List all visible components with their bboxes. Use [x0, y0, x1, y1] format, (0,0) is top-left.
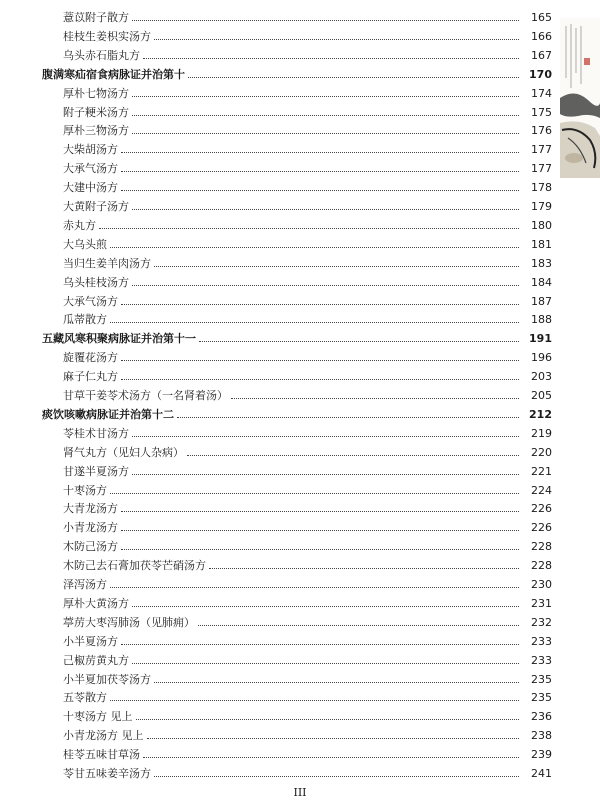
toc-entry[interactable]	[0, 553, 552, 572]
leader-dots	[154, 682, 519, 683]
toc-entry-title: 旋覆花汤方	[63, 351, 118, 365]
toc-entry-page: 219	[531, 426, 552, 440]
leader-dots	[143, 58, 519, 59]
leader-dots	[121, 190, 519, 191]
toc-entry-page: 174	[531, 86, 552, 100]
toc-entry-page: 188	[531, 313, 552, 327]
toc-entry-page: 187	[531, 294, 552, 308]
toc-entry[interactable]	[0, 5, 552, 24]
leader-dots	[110, 587, 519, 588]
toc-entry-page: 233	[531, 634, 552, 648]
toc-entry[interactable]	[0, 156, 552, 175]
leader-dots	[121, 549, 519, 550]
toc-entry[interactable]	[0, 478, 552, 497]
toc-entry-page: 239	[531, 748, 552, 762]
toc-entry-page: 176	[531, 124, 552, 138]
toc-entry[interactable]	[0, 761, 552, 780]
leader-dots	[132, 209, 519, 210]
toc-entry-title: 厚朴七物汤方	[63, 86, 129, 100]
toc-entry[interactable]	[0, 81, 552, 100]
leader-dots	[121, 511, 519, 512]
toc-entry-title: 小半夏汤方	[63, 634, 118, 648]
leader-dots	[121, 379, 519, 380]
leader-dots	[188, 77, 519, 78]
leader-dots	[121, 152, 519, 153]
toc-entry-page: 220	[531, 445, 552, 459]
toc-entry-title: 大建中汤方	[63, 181, 118, 195]
toc-entry-title: 麻子仁丸方	[63, 370, 118, 384]
ink-painting-illustration	[560, 18, 600, 178]
toc-entry[interactable]	[0, 307, 552, 326]
leader-dots	[132, 663, 519, 664]
leader-dots	[132, 436, 519, 437]
toc-entry[interactable]	[0, 667, 552, 686]
toc-entry[interactable]	[0, 534, 552, 553]
toc-entry-page: 228	[531, 540, 552, 554]
toc-entry-page: 170	[529, 67, 552, 81]
toc-entry-page: 167	[531, 48, 552, 62]
toc-entry-page: 179	[531, 200, 552, 213]
toc-entry[interactable]	[0, 175, 552, 194]
leader-dots	[121, 304, 519, 305]
toc-entry[interactable]	[0, 251, 552, 270]
toc-entry[interactable]	[0, 345, 552, 364]
toc-entry[interactable]	[0, 572, 552, 591]
toc-entry[interactable]	[0, 270, 552, 289]
toc-entry[interactable]	[0, 383, 552, 402]
toc-entry-page: 166	[531, 29, 552, 43]
leader-dots	[110, 247, 519, 248]
leader-dots	[121, 171, 519, 172]
toc-entry[interactable]	[0, 704, 552, 723]
toc-entry-page: 165	[531, 11, 552, 24]
toc-entry-page: 212	[529, 407, 552, 421]
toc-entry-title: 苓桂术甘汤方	[63, 426, 129, 440]
footer-page-number: III	[293, 786, 307, 799]
leader-dots	[177, 417, 519, 418]
toc-entry-title: 甘遂半夏汤方	[63, 464, 129, 478]
toc-entry-title: 乌头赤石脂丸方	[63, 48, 140, 62]
toc-entry-title: 厚朴三物汤方	[63, 124, 129, 138]
toc-entry-page: 241	[531, 767, 552, 780]
toc-entry[interactable]	[0, 742, 552, 761]
toc-entry[interactable]	[0, 118, 552, 137]
toc-entry-title: 五苓散方	[63, 691, 107, 705]
toc-entry[interactable]	[0, 364, 552, 383]
toc-entry-title: 厚朴大黄汤方	[63, 596, 129, 610]
toc-entry-title: 大青龙汤方	[63, 502, 118, 516]
toc-entry[interactable]	[0, 24, 552, 43]
leader-dots	[132, 285, 519, 286]
toc-entry-title: 大乌头煎	[63, 237, 107, 251]
leader-dots	[110, 700, 519, 701]
toc-entry-title: 薏苡附子散方	[63, 11, 129, 24]
toc-entry-title: 赤丸方	[63, 218, 96, 232]
toc-entry-page: 175	[531, 105, 552, 119]
toc-chapter-entry[interactable]	[0, 326, 552, 345]
toc-entry-title: 小青龙汤方 见上	[63, 729, 144, 743]
leader-dots	[143, 757, 519, 758]
toc-entry-title: 五藏风寒积聚病脉证并治第十一	[42, 332, 196, 346]
leader-dots	[198, 625, 519, 626]
toc-entry[interactable]	[0, 629, 552, 648]
toc-entry-title: 己椒苈黄丸方	[63, 653, 129, 667]
toc-entry[interactable]	[0, 685, 552, 704]
leader-dots	[110, 493, 519, 494]
toc-entry[interactable]	[0, 194, 552, 213]
toc-entry-title: 当归生姜羊肉汤方	[63, 256, 151, 270]
leader-dots	[154, 266, 519, 267]
toc-chapter-entry[interactable]	[0, 402, 552, 421]
toc-entry-page: 221	[531, 464, 552, 478]
toc-entry-page: 177	[531, 143, 552, 157]
toc-entry-page: 236	[531, 710, 552, 724]
toc-entry-title: 葶苈大枣泻肺汤（见肺痈）	[63, 615, 195, 629]
toc-entry-title: 十枣汤方 见上	[63, 710, 133, 724]
toc-entry-page: 203	[531, 370, 552, 384]
toc-entry-page: 228	[531, 559, 552, 573]
toc-entry-title: 木防己去石膏加茯苓芒硝汤方	[63, 559, 206, 573]
toc-entry-page: 180	[531, 218, 552, 232]
toc-entry[interactable]	[0, 591, 552, 610]
toc-entry[interactable]	[0, 496, 552, 515]
toc-entry[interactable]	[0, 213, 552, 232]
toc-entry-page: 231	[531, 596, 552, 610]
toc-chapter-entry[interactable]	[0, 62, 552, 81]
toc-entry-title: 大承气汤方	[63, 294, 118, 308]
toc-entry-page: 184	[531, 275, 552, 289]
toc-entry-title: 大柴胡汤方	[63, 143, 118, 157]
toc-entry-title: 泽泻汤方	[63, 578, 107, 591]
toc-entry-page: 205	[531, 389, 552, 402]
toc-entry-title: 大承气汤方	[63, 162, 118, 176]
toc-entry-page: 233	[531, 653, 552, 667]
toc-entry[interactable]	[0, 648, 552, 667]
leader-dots	[121, 530, 519, 531]
toc-entry[interactable]	[0, 100, 552, 119]
toc-entry-title: 痰饮咳嗽病脉证并治第十二	[42, 407, 174, 421]
toc-entry-title: 桂枝生姜枳实汤方	[63, 29, 151, 43]
toc-entry-title: 桂苓五味甘草汤	[63, 748, 140, 762]
leader-dots	[121, 644, 519, 645]
toc-entry-title: 小青龙汤方	[63, 521, 118, 535]
toc-entry-page: 178	[531, 181, 552, 195]
toc-entry-title: 小半夏加茯苓汤方	[63, 672, 151, 686]
leader-dots	[231, 398, 519, 399]
toc-entry-title: 肾气丸方（见妇人杂病）	[63, 445, 184, 459]
leader-dots	[199, 341, 519, 342]
toc-entry-page: 183	[531, 256, 552, 270]
toc-entry-title: 苓甘五味姜辛汤方	[63, 767, 151, 780]
toc-entry-title: 瓜蒂散方	[63, 313, 107, 327]
toc-entry-page: 196	[531, 351, 552, 365]
leader-dots	[132, 474, 519, 475]
toc-entry[interactable]	[0, 515, 552, 534]
toc-entry-title: 乌头桂枝汤方	[63, 275, 129, 289]
toc-entry-page: 235	[531, 691, 552, 705]
leader-dots	[154, 39, 519, 40]
toc-entry[interactable]	[0, 43, 552, 62]
leader-dots	[110, 322, 519, 323]
leader-dots	[132, 96, 519, 97]
toc-entry-title: 大黄附子汤方	[63, 200, 129, 213]
toc-entry[interactable]	[0, 289, 552, 308]
leader-dots	[209, 568, 519, 569]
leader-dots	[136, 719, 520, 720]
toc-entry[interactable]	[0, 232, 552, 251]
toc-entry-title: 十枣汤方	[63, 483, 107, 497]
toc-entry-page: 226	[531, 521, 552, 535]
toc-entry-page: 238	[531, 729, 552, 743]
toc-entry-page: 177	[531, 162, 552, 176]
toc-entry-title: 附子粳米汤方	[63, 105, 129, 119]
leader-dots	[121, 360, 519, 361]
leader-dots	[187, 455, 519, 456]
toc-entry[interactable]	[0, 610, 552, 629]
toc-entry[interactable]	[0, 723, 552, 742]
leader-dots	[147, 738, 520, 739]
leader-dots	[132, 115, 519, 116]
toc-entry-page: 226	[531, 502, 552, 516]
leader-dots	[154, 776, 519, 777]
toc-entry[interactable]	[0, 421, 552, 440]
toc-entry-page: 191	[529, 332, 552, 346]
toc-entry[interactable]	[0, 459, 552, 478]
toc-entry-page: 224	[531, 483, 552, 497]
leader-dots	[132, 20, 519, 21]
toc-entry-page: 230	[531, 578, 552, 591]
leader-dots	[132, 606, 519, 607]
toc-entry[interactable]	[0, 440, 552, 459]
toc-entry-page: 232	[531, 615, 552, 629]
leader-dots	[132, 133, 519, 134]
toc-entry[interactable]	[0, 137, 552, 156]
toc-entry-title: 木防己汤方	[63, 540, 118, 554]
toc-entry-page: 181	[531, 237, 552, 251]
toc-entry-page: 235	[531, 672, 552, 686]
toc-entry-title: 甘草干姜苓术汤方（一名肾着汤）	[63, 389, 228, 402]
leader-dots	[99, 228, 519, 229]
toc-entry-title: 腹满寒疝宿食病脉证并治第十	[42, 67, 185, 81]
